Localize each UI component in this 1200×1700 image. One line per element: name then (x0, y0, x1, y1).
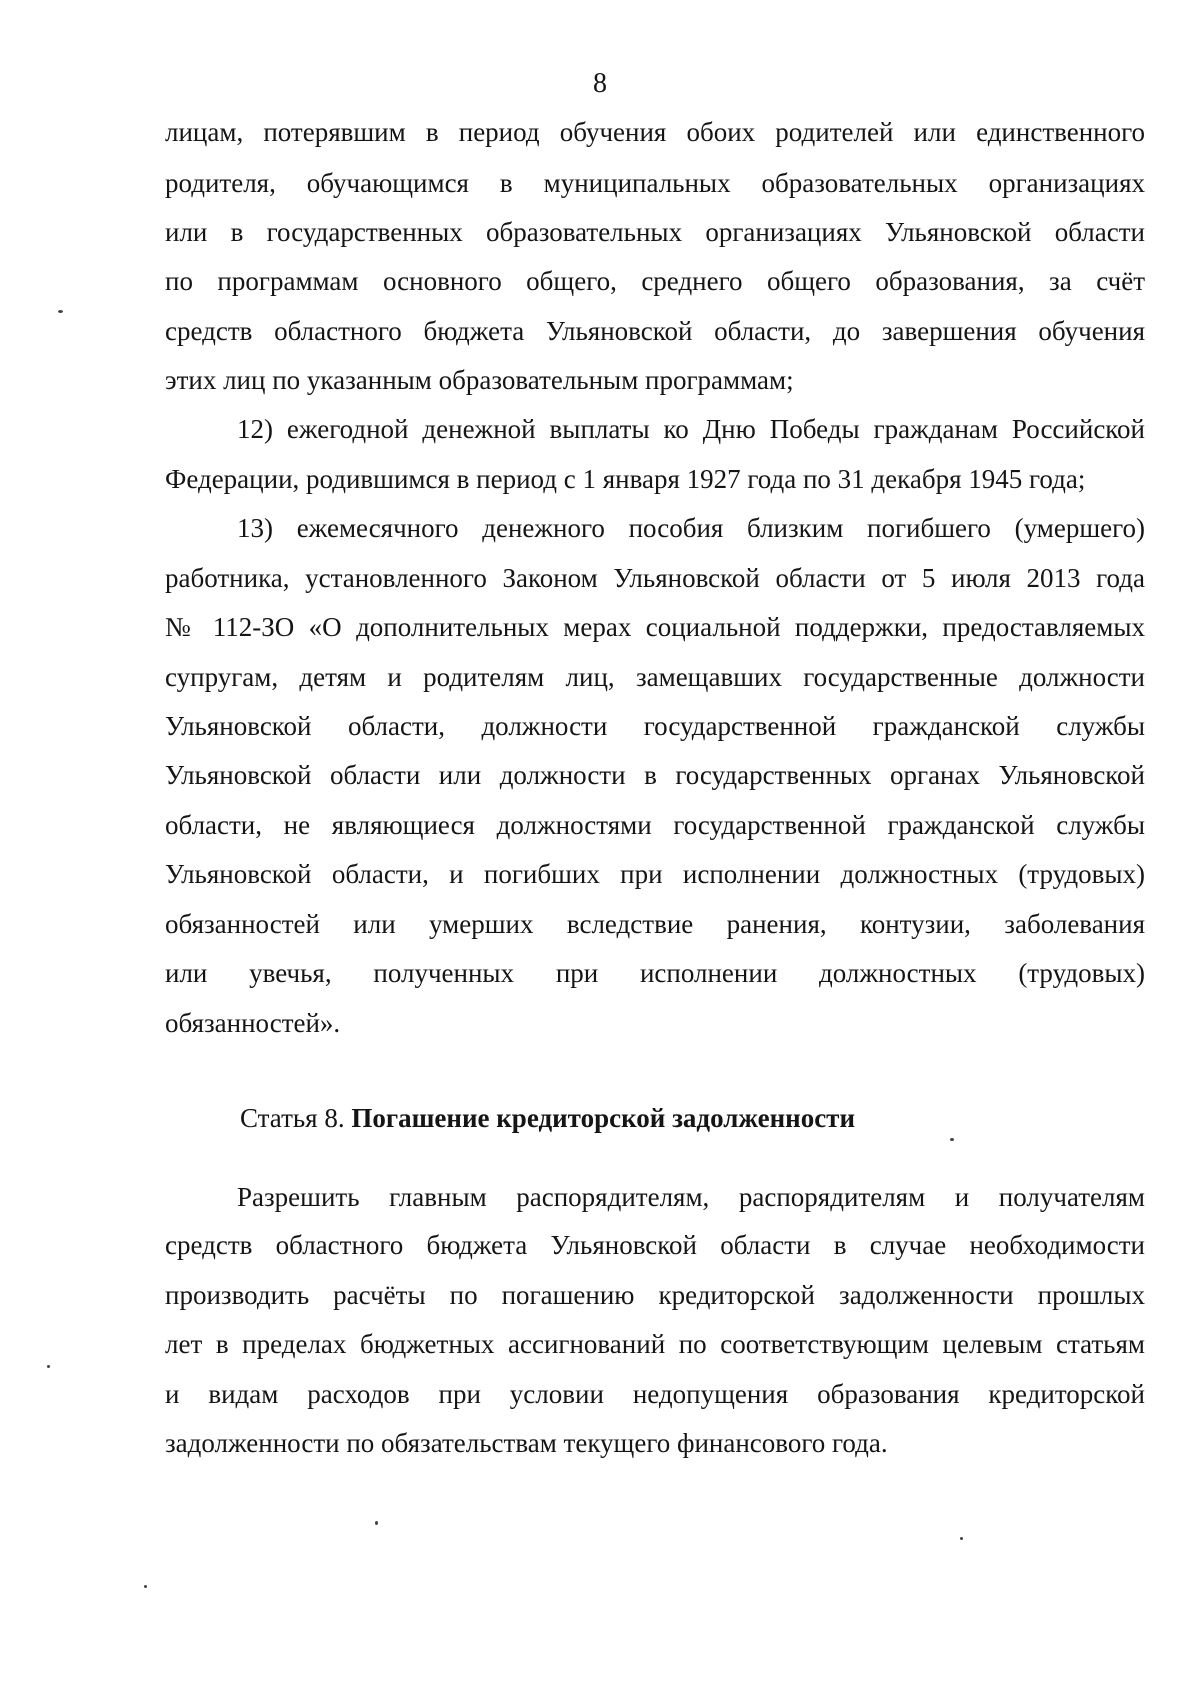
text-line: 13) ежемесячного денежного пособия близким погибшего (умершего) (237, 513, 1145, 543)
scan-speck (375, 1521, 378, 1525)
text-line: этих лиц по указанным образовательным программам; (165, 365, 794, 395)
text-line: обязанностей или умерших вследствие ранения, контузии, заболевания (165, 909, 1145, 939)
scan-speck (58, 310, 63, 313)
article-heading (240, 1101, 855, 1135)
text-line: Разрешить главным распорядителям, распорядителям и получателям (237, 1182, 1145, 1212)
text-line: и видам расходов при условии недопущения образования кредиторской (165, 1379, 1145, 1409)
text-line: родителя, обучающимся в муниципальных образовательных организациях (165, 168, 1145, 198)
scan-speck (144, 1585, 147, 1588)
text-line: или увечья, полученных при исполнении должностных (трудовых) (165, 958, 1145, 988)
text-line: лет в пределах бюджетных ассигнований по соответствующим целевым статьям (165, 1329, 1145, 1359)
text-line: работника, установленного Законом Ульяновской области от 5 июля 2013 года (165, 563, 1145, 593)
text-line: обязанностей». (165, 1008, 341, 1038)
scan-speck (960, 1537, 963, 1540)
scan-speck (47, 1365, 50, 1368)
text-line: Ульяновской области, должности государственной гражданской службы (165, 711, 1145, 741)
text-line: Ульяновской области, и погибших при исполнении должностных (трудовых) (165, 859, 1145, 889)
text-line: средств областного бюджета Ульяновской области, до завершения обучения (165, 316, 1145, 346)
article-title: Погашение кредиторской задолженности (351, 1103, 855, 1133)
text-line: области, не являющиеся должностями государственной гражданской службы (165, 810, 1145, 840)
text-line: лицам, потерявшим в период обучения обоих родителей или единственного (165, 117, 1145, 147)
text-line: средств областного бюджета Ульяновской области в случае необходимости (165, 1230, 1145, 1260)
text-line: задолженности по обязательствам текущего финансового года. (165, 1428, 888, 1458)
text-line: 12) ежегодной денежной выплаты ко Дню Победы гражданам Российской (237, 414, 1145, 444)
text-line: по программам основного общего, среднего общего образования, за счёт (165, 266, 1145, 296)
text-line: производить расчёты по погашению кредиторской задолженности прошлых (165, 1280, 1145, 1310)
text-line: или в государственных образовательных организациях Ульяновской области (165, 217, 1145, 247)
text-line: Ульяновской области или должности в государственных органах Ульяновской (165, 760, 1145, 790)
article-number: Статья 8. (240, 1103, 345, 1133)
text-line: № 112-ЗО «О дополнительных мерах социальной поддержки, предоставляемых (165, 612, 1145, 642)
page-number: 8 (593, 68, 607, 99)
scan-speck (950, 1138, 954, 1141)
text-line: Федерации, родившимся в период с 1 января 1927 года по 31 декабря 1945 года; (165, 464, 1086, 494)
text-line: супругам, детям и родителям лиц, замещавших государственные должности (165, 662, 1145, 692)
